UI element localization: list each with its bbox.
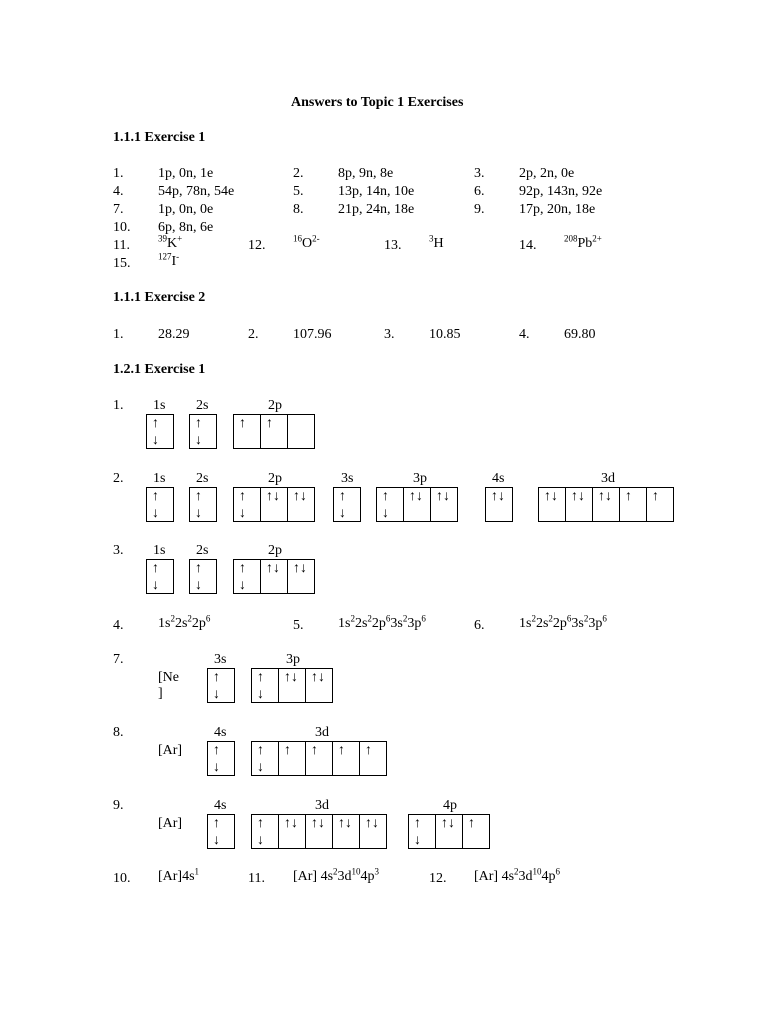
orbital-3s	[333, 487, 361, 522]
electron-config: [Ar] $4s^23d^{10}4p^6$	[474, 866, 561, 884]
orbital-label: 2s	[196, 543, 209, 558]
core-notation: [Ar]	[158, 743, 183, 758]
orbital-box: ↑	[359, 741, 387, 776]
item-number: 9.	[113, 798, 124, 813]
isotope-answer: $^{208}Pb^{2+}$	[564, 233, 602, 251]
orbital-box: ↑↓	[430, 487, 458, 522]
orbital-3d	[538, 487, 674, 522]
answer-text: 69.80	[564, 327, 596, 342]
core-notation: [Ar]	[158, 816, 183, 831]
answer-text: 8p, 9n, 8e	[338, 166, 394, 181]
orbital-2s	[189, 559, 217, 594]
orbital-box: ↑ ↓	[146, 414, 174, 449]
orbital-box: ↑	[332, 741, 360, 776]
orbital-2p	[233, 487, 315, 522]
item-number: 11.	[113, 238, 130, 253]
item-number: 15.	[113, 256, 131, 271]
item-number: 4.	[113, 618, 124, 633]
orbital-2p	[233, 414, 315, 449]
isotope-answer: $^{39}$K+	[158, 233, 183, 251]
orbital-label: 2p	[268, 471, 282, 486]
item-number: 7.	[113, 202, 124, 217]
answer-text: 107.96	[293, 327, 332, 342]
answer-text: 2p, 2n, 0e	[519, 166, 575, 181]
orbital-1s	[146, 487, 174, 522]
orbital-2p	[233, 559, 315, 594]
orbital-box: ↑	[278, 741, 306, 776]
orbital-1s	[146, 559, 174, 594]
orbital-box: ↑ ↓	[333, 487, 361, 522]
orbital-label: 1s	[153, 543, 166, 558]
electron-config: $1s^22s^22p^63s^23p^6$	[338, 613, 426, 631]
orbital-box: ↑ ↓	[251, 668, 279, 703]
orbital-box: ↑	[233, 414, 261, 449]
orbital-label: 4s	[492, 471, 505, 486]
item-number: 6.	[474, 184, 485, 199]
item-number: 9.	[474, 202, 485, 217]
orbital-3d	[251, 814, 387, 849]
item-number: 4.	[519, 327, 530, 342]
item-number: 1.	[113, 398, 124, 413]
orbital-label: 1s	[153, 398, 166, 413]
orbital-box: ↑ ↓	[189, 487, 217, 522]
orbital-4s	[207, 741, 235, 776]
item-number: 2.	[293, 166, 304, 181]
orbital-box: ↑↓	[359, 814, 387, 849]
orbital-box: ↑↓	[332, 814, 360, 849]
answer-text: 54p, 78n, 54e	[158, 184, 235, 199]
answer-text: 21p, 24n, 18e	[338, 202, 415, 217]
isotope-answer: $^3$H	[429, 233, 444, 251]
item-number: 3.	[384, 327, 395, 342]
orbital-box: ↑↓	[305, 814, 333, 849]
orbital-box: ↑↓	[278, 668, 306, 703]
orbital-label: 3s	[214, 652, 227, 667]
orbital-label: 3s	[341, 471, 354, 486]
orbital-box: ↑ ↓	[233, 487, 261, 522]
orbital-box: ↑ ↓	[207, 668, 235, 703]
item-number: 2.	[248, 327, 259, 342]
item-number: 12.	[429, 871, 447, 886]
item-number: 2.	[113, 471, 124, 486]
item-number: 5.	[293, 184, 304, 199]
orbital-box: ↑↓	[565, 487, 593, 522]
orbital-box: ↑↓	[260, 487, 288, 522]
item-number: 8.	[113, 725, 124, 740]
orbital-box: ↑ ↓	[207, 814, 235, 849]
orbital-label: 2s	[196, 471, 209, 486]
electron-config: [Ar] $4s^23d^{10}4p^3$	[293, 866, 380, 884]
orbital-box: ↑	[305, 741, 333, 776]
item-number: 7.	[113, 652, 124, 667]
orbital-box: ↑↓	[538, 487, 566, 522]
item-number: 14.	[519, 238, 537, 253]
orbital-label: 2p	[268, 543, 282, 558]
orbital-box: ↑ ↓	[376, 487, 404, 522]
orbital-label: 2p	[268, 398, 282, 413]
isotope-answer: $^{127}$I-	[158, 251, 180, 269]
orbital-4s	[207, 814, 235, 849]
item-number: 10.	[113, 220, 131, 235]
answer-text: 17p, 20n, 18e	[519, 202, 596, 217]
orbital-box: ↑ ↓	[207, 741, 235, 776]
orbital-label: 3d	[315, 725, 329, 740]
orbital-label: 3p	[286, 652, 300, 667]
electron-config: $1s^22s^22p^63s^23p^6$	[519, 613, 607, 631]
orbital-box: ↑↓	[435, 814, 463, 849]
orbital-box: ↑↓	[485, 487, 513, 522]
answer-text: 28.29	[158, 327, 190, 342]
answer-text: 92p, 143n, 92e	[519, 184, 603, 199]
orbital-2s	[189, 414, 217, 449]
orbital-box: ↑ ↓	[408, 814, 436, 849]
orbital-box: ↑ ↓	[251, 741, 279, 776]
orbital-box: ↑↓	[260, 559, 288, 594]
item-number: 4.	[113, 184, 124, 199]
orbital-box	[287, 414, 315, 449]
item-number: 1.	[113, 327, 124, 342]
item-number: 10.	[113, 871, 131, 886]
item-number: 8.	[293, 202, 304, 217]
orbital-label: 3p	[413, 471, 427, 486]
page-title: Answers to Topic 1 Exercises	[291, 95, 464, 110]
orbital-box: ↑ ↓	[146, 487, 174, 522]
section-heading: 1.2.1 Exercise 1	[113, 362, 206, 377]
orbital-3s	[207, 668, 235, 703]
answer-text: 1p, 0n, 0e	[158, 202, 214, 217]
orbital-3p	[251, 668, 333, 703]
orbital-box: ↑↓	[287, 559, 315, 594]
section-heading: 1.1.1 Exercise 2	[113, 290, 206, 305]
orbital-box: ↑ ↓	[251, 814, 279, 849]
orbital-box: ↑ ↓	[189, 559, 217, 594]
orbital-label: 4s	[214, 725, 227, 740]
electron-config: $1s^22s^22p^6$	[158, 613, 211, 631]
orbital-3d	[251, 741, 387, 776]
item-number: 5.	[293, 618, 304, 633]
isotope-answer: $^{16}O^{2-}$	[293, 233, 320, 251]
orbital-box: ↑	[260, 414, 288, 449]
item-number: 11.	[248, 871, 265, 886]
orbital-label: 3d	[601, 471, 615, 486]
orbital-box: ↑	[619, 487, 647, 522]
orbital-4p	[408, 814, 490, 849]
answer-text: 13p, 14n, 10e	[338, 184, 415, 199]
answer-text: 10.85	[429, 327, 461, 342]
orbital-box: ↑ ↓	[233, 559, 261, 594]
item-number: 3.	[474, 166, 485, 181]
answer-text: 1p, 0n, 1e	[158, 166, 214, 181]
orbital-label: 2s	[196, 398, 209, 413]
orbital-1s	[146, 414, 174, 449]
orbital-box: ↑	[646, 487, 674, 522]
item-number: 3.	[113, 543, 124, 558]
item-number: 13.	[384, 238, 402, 253]
electron-config: $[Ar]4s^1$	[158, 866, 200, 884]
orbital-3p	[376, 487, 458, 522]
orbital-4s	[485, 487, 513, 522]
orbital-label: 4p	[443, 798, 457, 813]
orbital-box: ↑↓	[403, 487, 431, 522]
orbital-2s	[189, 487, 217, 522]
orbital-box: ↑↓	[287, 487, 315, 522]
item-number: 6.	[474, 618, 485, 633]
orbital-label: 1s	[153, 471, 166, 486]
orbital-box: ↑↓	[278, 814, 306, 849]
orbital-box: ↑ ↓	[146, 559, 174, 594]
orbital-box: ↑↓	[592, 487, 620, 522]
orbital-box: ↑ ↓	[189, 414, 217, 449]
section-heading: 1.1.1 Exercise 1	[113, 130, 206, 145]
orbital-label: 3d	[315, 798, 329, 813]
orbital-box: ↑	[462, 814, 490, 849]
orbital-box: ↑↓	[305, 668, 333, 703]
core-notation: [Ne ]	[158, 670, 179, 701]
item-number: 1.	[113, 166, 124, 181]
orbital-label: 4s	[214, 798, 227, 813]
item-number: 12.	[248, 238, 266, 253]
answer-text: 6p, 8n, 6e	[158, 220, 214, 235]
